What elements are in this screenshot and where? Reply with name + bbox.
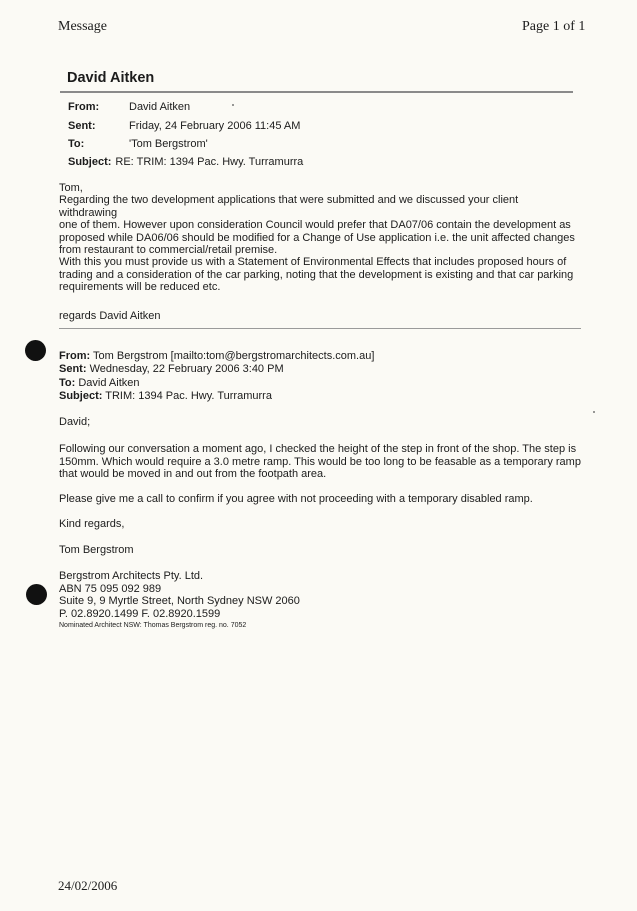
orig-to-label: To: bbox=[59, 376, 76, 389]
reply-line: trading and a consideration of the car parking, noting that the development is existing and that car parking bbox=[59, 268, 574, 281]
company-name: Bergstrom Architects Pty. Ltd. bbox=[59, 570, 204, 582]
scan-speck bbox=[593, 411, 595, 413]
to-row bbox=[68, 138, 208, 150]
original-message-header bbox=[59, 350, 374, 403]
reply-body bbox=[59, 182, 579, 294]
company-abn: ABN 75 095 092 989 bbox=[59, 582, 162, 595]
divider bbox=[60, 91, 573, 93]
reply-line: from restaurant to commercial/retail premise. bbox=[59, 244, 278, 257]
footer-date: 24/02/2006 bbox=[58, 878, 118, 893]
sent-label: Sent: bbox=[68, 120, 96, 132]
orig-to-value: David Aitken bbox=[78, 376, 140, 389]
punch-hole-icon bbox=[25, 340, 46, 361]
orig-signature: Tom Bergstrom bbox=[59, 544, 134, 556]
orig-closing: Kind regards, bbox=[59, 518, 125, 530]
orig-from-label: From: bbox=[59, 350, 91, 362]
orig-paragraph-1 bbox=[59, 443, 589, 481]
orig-line: 150mm. Which would require a 3.0 metre ramp. This would be too long to be feasable as a temporary ramp bbox=[59, 455, 581, 468]
reply-regards: regards David Aitken bbox=[59, 310, 161, 322]
orig-subject-label: Subject: bbox=[59, 389, 103, 402]
subject-row bbox=[68, 156, 303, 168]
signature-block bbox=[59, 570, 589, 633]
subject-label: Subject: bbox=[68, 156, 112, 168]
company-address: Suite 9, 9 Myrtle Street, North Sydney NSW 2060 bbox=[59, 595, 300, 608]
page-number: Page 1 of 1 bbox=[522, 19, 586, 34]
sent-value: Friday, 24 February 2006 11:45 AM bbox=[129, 120, 301, 132]
reply-line: one of them. However upon consideration Council would prefer that DA07/06 contain the development as bbox=[59, 219, 571, 232]
sender-name: David Aitken bbox=[67, 70, 155, 86]
to-label: To: bbox=[68, 138, 85, 150]
reply-line: proposed while DA06/06 should be modified for a Change of Use application i.e. the unit affected changes bbox=[59, 231, 575, 244]
subject-value: RE: TRIM: 1394 Pac. Hwy. Turramurra bbox=[115, 156, 304, 168]
from-value: David Aitken bbox=[129, 101, 191, 113]
orig-greeting: David; bbox=[59, 416, 91, 428]
orig-sent-label: Sent: bbox=[59, 363, 87, 376]
orig-paragraph-2: Please give me a call to confirm if you agree with not proceeding with a temporary disabled ramp. bbox=[59, 493, 533, 505]
orig-subject-value: TRIM: 1394 Pac. Hwy. Turramurra bbox=[105, 389, 272, 402]
from-label: From: bbox=[68, 101, 100, 113]
orig-from-value: Tom Bergstrom [mailto:tom@bergstromarchitects.com.au] bbox=[93, 350, 375, 362]
reply-line: With this you must provide us with a Statement of Environmental Effects that includes proposed hours of bbox=[59, 256, 567, 269]
scan-speck bbox=[232, 104, 234, 106]
reply-line: Regarding the two development applications that were submitted and we discussed your client withdrawing bbox=[59, 194, 519, 219]
orig-line: that would be moved in and out from the footpath area. bbox=[59, 468, 327, 481]
reply-line: requirements will be reduced etc. bbox=[59, 281, 221, 294]
orig-sent-value: Wednesday, 22 February 2006 3:40 PM bbox=[89, 363, 284, 376]
company-phone-fax: P. 02.8920.1499 F. 02.8920.1599 bbox=[59, 607, 221, 620]
from-row bbox=[68, 101, 190, 113]
orig-line: Following our conversation a moment ago, I checked the height of the step in front of the shop. The step is bbox=[59, 443, 577, 455]
sent-row bbox=[68, 120, 300, 132]
to-value: 'Tom Bergstrom' bbox=[129, 138, 208, 150]
punch-hole-icon bbox=[26, 584, 47, 605]
nominated-architect: Nominated Architect NSW: Thomas Bergstrom reg. no. 7052 bbox=[59, 622, 247, 630]
reply-greeting: Tom, bbox=[59, 182, 83, 194]
divider bbox=[59, 328, 581, 329]
page-header-title: Message bbox=[58, 19, 107, 34]
